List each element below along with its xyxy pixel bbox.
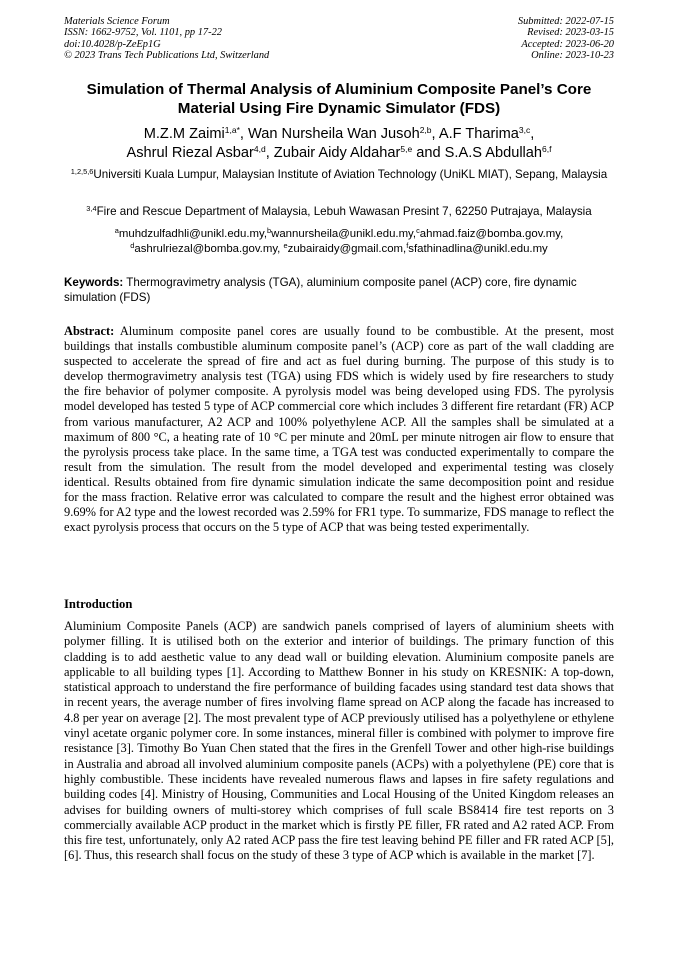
author-3: A.F Tharima [438, 126, 519, 142]
abstract-text: Aluminum composite panel cores are usually found to be combustible. At the present, most buildings that installs combustible aluminum composite panel’s (ACP) core as part of the wall cladding are suspected to accelerate the spread of fire and act as fuel during burning. The purpose of this study is to develop thermogravimetry analysis test (TGA) using FDS which is widely used by fire researchers to study the fire behavior of polymer composite. A pyrolysis model was being developed using FDS. The pyrolysis model developed has tested 5 type of ACP commercial core which includes 3 different fire retardant (FR) ACP from various manufacturer, A2 ACP and 100% polyethylene ACP. All the samples shall be simulated at a maximum of 800 °C, a heating rate of 10 °C per minute and 20mL per minute nitrogen air flow to ensure that the pyrolysis process take place. In the same time, a TGA test was conducted experimentally to compare the result from the simulation. The result from the model developed and experimental testing was closely identical. Results obtained from fire dynamic simulation indicate the same decomposition point and residue for the mass fraction. Relative error was calculated to compare the result and the highest error obtained was 9.69% for A2 type and the lowest recorded was 2.59% for FR1 type. To summarize, FDS manage to reflect the exact pyrolysis process that occurs on the 5 type of ACP that was being tested experimentally. [64, 324, 614, 535]
email-list [62, 227, 616, 257]
author-6-affiliation: 6,f [542, 143, 552, 154]
date-submitted: Submitted: 2022-07-15 [517, 16, 614, 27]
keywords [64, 276, 614, 306]
author-2: Wan Nursheila Wan Jusoh [248, 126, 420, 142]
introduction-paragraph: Aluminium Composite Panels (ACP) are sandwich panels comprised of layers of aluminium sheets with polymer filling. It is utilised both on the exterior and interior of buildings. The primary function of this cladding is to add aesthetic value to any dead wall or building elevation. Aluminium composite panels are applicable to all building types [1]. According to Matthew Bonner in his study on KRESNIK: A top-down, statistical approach to understand the fire performance of building facades using standard test data shows that in recent years, the average number of fires involving flame spread on ACP along the facade has increased to 4.8 per year on average [2]. The most prevalent type of ACP previously utilised has a polyethylene or ethylene vinyl acetate organic polymer core. In some instances, mineral filler is combined with polymer to improve fire resistance [3]. Timothy Bo Yuan Chen stated that the fires in the Grenfell Tower and other high-rise buildings in Australia and abroad all involved aluminium composite panels (ACPs) with a polyethylene (PE) core that is highly combustible. These incidents have revealed numerous flaws and lapses in fire safety regulations and building codes [4]. Ministry of Housing, Communities and Local Housing of the United Kingdom releases an advises for building owners of multi-storey which comprises of full scale BS8414 fire test reports on 3 commercially available ACP product in the market which is firstly PE filler, FR rated and A2 rated ACP. From this fire test, unfortunately, only A2 rated ACP pass the fire test leaving behind PE filler and FR rated ACP [5], [6]. Thus, this research shall focus on the study of these 3 type of ACP which is available in the market [7]. [64, 619, 614, 863]
date-online: Online: 2023-10-23 [531, 50, 614, 62]
email-f[interactable]: sfathinadlina@unikl.edu.my [408, 242, 548, 255]
email-line-2 [62, 242, 616, 257]
journal-info [64, 16, 269, 62]
author-6: S.A.S Abdullah [444, 144, 543, 161]
affiliation-2-text: Fire and Rescue Department of Malaysia, Lebuh Wawasan Presint 7, 62250 Putrajaya, Malaysia [96, 205, 592, 218]
title-line-1: Simulation of Thermal Analysis of Aluminium Composite Panel’s Core [86, 81, 592, 98]
affiliation-2-marker: 3,4 [86, 204, 97, 213]
author-line-1: M.Z.M Zaimi$^{1,a*}$, Wan Nursheila Wan Jusoh$^{2,b}$, A.F Tharima$^{3,c}$, [143, 125, 535, 142]
email-e[interactable]: zubairaidy@gmail.com, [287, 242, 407, 255]
author-5: Zubair Aidy Aldahar [273, 144, 401, 161]
affiliation-2 [62, 204, 616, 220]
email-d[interactable]: ashrulriezal@bomba.gov.my, [134, 242, 281, 255]
affiliation-1-marker: 1,2,5,6 [70, 167, 94, 176]
email-c-marker: c [416, 226, 420, 235]
title-line-2: Material Using Fire Dynamic Simulator (FDS) [177, 99, 501, 117]
journal-issn: ISSN: 1662-9752, Vol. 1101, pp 17-22 [64, 27, 222, 39]
journal-copyright: © 2023 Trans Tech Publications Ltd, Switzerland [64, 50, 270, 62]
author-2-affiliation: 2,b [419, 125, 432, 135]
author-3-affiliation: 3,c [518, 125, 531, 135]
email-f-marker: f [406, 240, 409, 250]
keywords-text: Thermogravimetry analysis (TGA), aluminium composite panel (ACP) core, fire dynamic simulation (FDS) [64, 276, 577, 304]
author-5-affiliation: 5,e [400, 143, 413, 154]
affiliation-1 [62, 167, 616, 183]
date-accepted: Accepted: 2023-06-20 [521, 38, 614, 50]
section-heading-introduction: Introduction [64, 597, 133, 611]
email-b[interactable]: wannursheila@unikl.edu.my, [271, 228, 417, 240]
author-4: Ashrul Riezal Asbar [126, 144, 254, 161]
publication-dates [518, 16, 614, 62]
journal-name: Materials Science Forum [64, 16, 170, 27]
author-4-affiliation: 4,d [253, 143, 266, 154]
email-b-marker: b [267, 226, 272, 235]
email-c[interactable]: ahmad.faiz@bomba.gov.my, [419, 228, 564, 240]
date-revised: Revised: 2023-03-15 [527, 27, 614, 39]
author-1: M.Z.M Zaimi [143, 126, 225, 142]
author-1-affiliation: 1,a* [224, 125, 240, 135]
keywords-label: Keywords: [64, 276, 124, 289]
journal-doi[interactable]: doi:10.4028/p-ZeEp1G [64, 38, 161, 50]
email-line-1 [62, 227, 616, 242]
email-a[interactable]: muhdzulfadhli@unikl.edu.my, [118, 228, 267, 240]
abstract [64, 324, 614, 535]
abstract-label: Abstract: [64, 324, 115, 338]
affiliation-1-text: Universiti Kuala Lumpur, Malaysian Institute of Aviation Technology (UniKL MIAT), Sepang, Malaysia [93, 168, 608, 181]
email-e-marker: e [283, 240, 288, 250]
email-a-marker: a [114, 226, 119, 235]
author-conjunction: and [416, 144, 441, 161]
author-list [58, 125, 620, 162]
author-line-2: Ashrul Riezal Asbar$^{4,d}$, Zubair Aidy Aldahar$^{5,e}$ and S.A.S Abdullah$^{6,f}$ [126, 143, 552, 161]
email-d-marker: d [130, 240, 135, 250]
paper-title [58, 81, 620, 118]
